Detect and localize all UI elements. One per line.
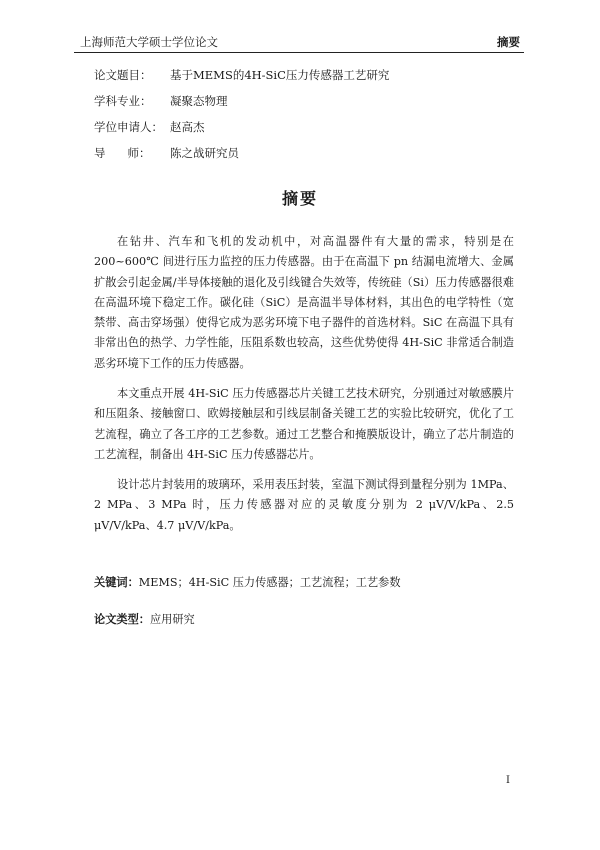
thesis-metadata (94, 68, 389, 172)
abstract-paragraph-3: 设计芯片封装用的玻璃环，采用表压封装，室温下测试得到量程分别为 1MPa、2 MPa、3 MPa 时，压力传感器对应的灵敏度分别为 2 μV/V/kPa、2.5 μV/V/kPa、4.7 μV/V/kPa。 (94, 478, 514, 532)
keywords-line (94, 574, 401, 590)
meta-value-advisor: 陈之战研究员 (170, 146, 239, 160)
abstract-title: 摘要 (281, 189, 318, 208)
paper-type-value: 应用研究 (149, 613, 195, 626)
meta-value-major: 凝聚态物理 (170, 94, 228, 108)
paper-type-label: 论文类型： (94, 612, 150, 626)
meta-label-applicant: 学位申请人： (94, 120, 163, 134)
header-university-title: 上海师范大学硕士学位论文 (80, 35, 218, 49)
meta-label-advisor-part1: 导 (94, 146, 106, 160)
page-number: I (506, 775, 510, 786)
meta-label-advisor-part2: 师： (127, 146, 151, 160)
abstract-paragraph-2: 本文重点开展 4H-SiC 压力传感器芯片关键工艺技术研究，分别通过对敏感膜片和压阻条、接触窗口、欧姆接触层和引线层制备关键工艺的实验比较研究，优化了工艺流程，确立了各工序的工艺参数。通过工艺整合和掩膜版设计，确立了芯片制造的工艺流程，制备出 4H-SiC 压力传感器芯片。 (94, 387, 514, 461)
keywords-label: 关键词： (94, 575, 139, 589)
abstract-paragraph-1: 在钻井、汽车和飞机的发动机中，对高温器件有大量的需求，特别是在200~600℃ 间进行压力监控的压力传感器。由于在高温下 pn 结漏电流增大、金属扩散会引起金属/半导体接触的退化及引线键合失效等，传统硅（Si）压力传感器很难在高温环境下稳定工作。碳化硅（SiC）是高温半导体材料，其出色的电学特性（宽禁带、高击穿场强）使得它成为恶劣环境下电子器件的首选材料。SiC 在高温下具有非常出色的热学、力学性能，压阻系数也较高，这些优势使得 4H-SiC 非常适合制造恶劣环境下工作的压力传感器。 (94, 235, 514, 370)
meta-row-advisor (94, 146, 389, 172)
paper-type-line (94, 611, 195, 627)
running-header (74, 32, 524, 53)
keywords-value: MEMS；4H-SiC 压力传感器；工艺流程；工艺参数 (138, 576, 401, 589)
meta-label-major: 学科专业： (94, 94, 152, 108)
meta-label-title: 论文题目： (94, 68, 152, 82)
meta-value-title: 基于MEMS的4H-SiC压力传感器工艺研究 (170, 68, 390, 82)
meta-value-applicant: 赵高杰 (170, 120, 205, 134)
meta-label-advisor (94, 146, 152, 160)
meta-row-major (94, 94, 389, 120)
header-section-title: 摘要 (497, 35, 520, 49)
meta-row-title (94, 68, 389, 94)
meta-row-applicant (94, 120, 389, 146)
